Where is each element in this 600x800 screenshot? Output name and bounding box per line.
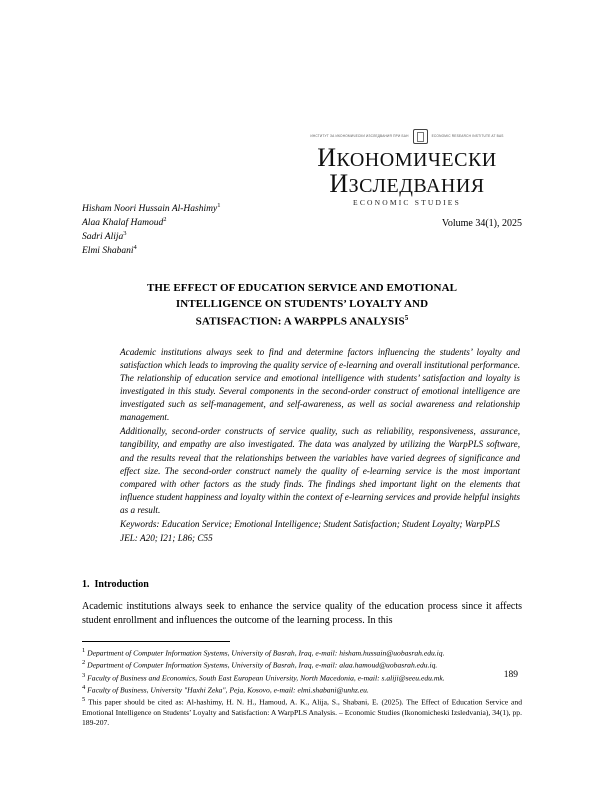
author-marker: 4 xyxy=(133,243,137,251)
footnote-marker: 3 xyxy=(82,671,86,679)
section-paragraph: Academic institutions always seek to enhance the service quality of the education process since it affects student enrollment and influences the outcome of the learning process. In this xyxy=(82,600,522,627)
footnote-text: Faculty of Business, University "Haxhi Zeka", Peja, Kosovo, e-mail: elmi.shabani@unhz.eu. xyxy=(87,685,369,695)
volume-issue: Volume 34(1), 2025 xyxy=(441,218,522,229)
journal-title-line2: ИЗСЛЕДВАНИЯ xyxy=(329,169,485,198)
author-item xyxy=(82,244,220,258)
title-line-1: THE EFFECT OF EDUCATION SERVICE AND EMOTIONAL xyxy=(146,281,458,294)
jel-codes: JEL: A20; I21; L86; C55 xyxy=(120,532,213,543)
footnote-list xyxy=(82,647,522,728)
footnote-item xyxy=(82,684,522,696)
page-title xyxy=(82,280,522,330)
author-item xyxy=(82,230,220,244)
footnote-item xyxy=(82,659,522,671)
footnote-text: Department of Computer Information Systems, University of Basrah, Iraq, e-mail: hisham.hussain@uobasrah.edu.iq. xyxy=(87,648,445,658)
section-heading xyxy=(82,579,522,590)
footnote-marker: 5 xyxy=(82,696,86,704)
journal-subtitle: ECONOMIC STUDIES xyxy=(353,198,461,207)
page-number: 189 xyxy=(503,670,518,680)
page-content xyxy=(82,128,522,729)
journal-masthead xyxy=(82,128,522,207)
footnote-item xyxy=(82,672,522,684)
footnote-item xyxy=(82,647,522,659)
masthead-inner xyxy=(292,128,522,207)
author-item xyxy=(82,216,220,230)
footnote-marker: 2 xyxy=(82,659,86,667)
author-list xyxy=(82,202,220,258)
author-name: Sadri Alija xyxy=(82,232,124,243)
author-marker: 3 xyxy=(123,229,127,237)
title-line-2: INTELLIGENCE ON STUDENTS’ LOYALTY AND xyxy=(175,298,429,311)
author-marker: 1 xyxy=(217,202,221,209)
section-title: Introduction xyxy=(94,578,149,590)
abstract-paragraph-2: Additionally, second-order constructs of service quality, such as reliability, responsiveness, assurance, tangibility, and empathy are also investigated. The data was analyzed by utilizing the WarpPLS software, and the results reveal that the relationships between the variables have varied degrees of significance and effect size. The second-order construct namely the quality of e-learning service is the most important compared with other factors as the study finds. The findings shed important light on the elements that influence student happiness and loyalty within the context of e-learning services and provide helpful insights as a result. xyxy=(120,426,520,515)
masthead-crest-text-left: ИНСТИТУТ ЗА ИКОНОМИЧЕСКИ ИЗСЛЕДВАНИЯ ПРИ БАН xyxy=(310,134,409,138)
author-marker: 2 xyxy=(163,215,167,223)
section-number: 1. xyxy=(82,578,90,590)
author-name: Elmi Shabani xyxy=(82,246,134,257)
footnote-text: This paper should be cited as: Al-hashimy, H. N. H., Hamoud, A. K., Alija, S., Shabani, E. (2025). The Effect of Education Service and Emotional Intelligence on Students’ Loyalty and Satisfaction: A WarpPLS Analysis. – Economic Studies (Ikonomicheski Izsledvania), 34(1), pp. 189-207. xyxy=(82,697,522,728)
footnote-separator xyxy=(82,641,230,642)
author-name: Hisham Noori Hussain Al-Hashimy xyxy=(82,204,218,215)
footnote-marker: 1 xyxy=(82,646,86,654)
footnote-item xyxy=(82,696,522,728)
footnote-marker: 4 xyxy=(82,683,86,691)
abstract-paragraph-1: Academic institutions always seek to find and determine factors influencing the students’ loyalty and satisfaction which leads to improving the quality service of e-learning and overall institutional performance. The relationship of education service and emotional intelligence with students’ satisfaction and loyalty is investigated in this study. Several components in the second-order construct of emotional intelligence are investigated such as self-management, and self-awareness, as well as social awareness and relationship management. xyxy=(120,347,520,423)
title-footnote-marker: 5 xyxy=(404,313,409,322)
footnote-text: Department of Computer Information Systems, University of Basrah, Iraq, e-mail: alaa.hamoud@uobasrah.edu.iq. xyxy=(87,660,438,670)
institute-crest-icon xyxy=(413,129,428,144)
masthead-logo-row xyxy=(292,128,522,144)
masthead-crest-text-right: ECONOMIC RESEARCH INSTITUTE AT BAS xyxy=(431,134,504,138)
footnote-text: Faculty of Business and Economics, South East European University, North Macedonia, e-mail: s.aliji@seeu.edu.mk. xyxy=(87,673,445,683)
author-item xyxy=(82,202,220,216)
author-name: Alaa Khalaf Hamoud xyxy=(82,218,164,229)
authors-volume-row xyxy=(82,202,522,258)
title-line-3: SATISFACTION: A WARPPLS ANALYSIS xyxy=(195,315,405,328)
journal-title-line1: ИКОНОМИЧЕСКИ xyxy=(317,143,497,172)
abstract xyxy=(120,346,520,545)
keywords: Keywords: Education Service; Emotional Intelligence; Student Satisfaction; Student Loyalty; WarpPLS xyxy=(120,518,500,529)
